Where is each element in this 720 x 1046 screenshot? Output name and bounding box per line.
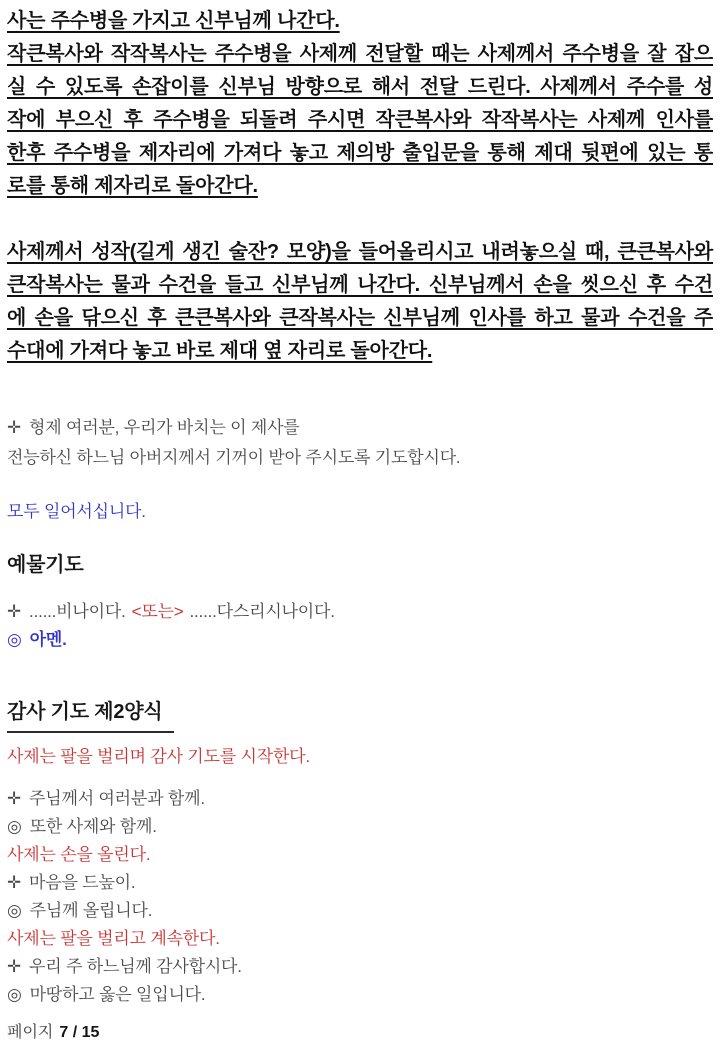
response-text: 아멘. xyxy=(29,630,67,649)
instruction-line: 사제께서 성작(길게 생긴 술잔? 모양)을 들어올리시고 내려놓으실 때, 큰큰복사와 xyxy=(7,241,713,263)
dialogue-rubric: 사제는 손을 올린다. xyxy=(7,845,151,864)
instruction-line: 작큰복사와 작작복사는 주수병을 사제께 전달할 때는 사제께서 주수병을 잘 잡으 xyxy=(7,43,713,65)
dialogue-line-priest xyxy=(7,869,713,897)
dialogue-line-people xyxy=(7,981,713,1009)
alternative-marker: <또는> xyxy=(131,602,184,621)
priest-cross-icon: ✛ xyxy=(7,873,22,892)
prayer-line xyxy=(7,413,713,443)
instruction-line: 작에 부으신 후 주수병을 되돌려 주시면 작큰복사와 작작복사는 사제께 인사를 xyxy=(7,109,713,131)
heading-text: 감사 기도 제2양식 xyxy=(7,696,174,733)
instruction-line: 에 손을 닦으신 후 큰큰복사와 큰작복사는 신부님께 인사를 하고 물과 수건을 주 xyxy=(7,307,713,329)
rubric-stand: 모두 일어서십니다. xyxy=(7,502,146,521)
dialogue-line-people xyxy=(7,813,713,841)
amen-response xyxy=(7,626,713,654)
footer-page-label: 페이지 xyxy=(7,1024,54,1041)
priest-cross-icon: ✛ xyxy=(7,418,22,437)
priest-cross-icon: ✛ xyxy=(7,602,22,621)
dialogue-rubric: 사제는 팔을 벌리고 계속한다. xyxy=(7,929,220,948)
priest-cross-icon: ✛ xyxy=(7,957,22,976)
response-circle-icon: ◎ xyxy=(7,817,22,836)
instruction-line: 한후 주수병을 제자리에 가져다 놓고 제의방 출입문을 통해 제대 뒷편에 있는 통 xyxy=(7,142,713,164)
instruction-line: 수대에 가져다 놓고 바로 제대 옆 자리로 돌아간다. xyxy=(7,340,433,362)
instruction-paragraph-tail-line: 사는 주수병을 가지고 신부님께 나간다. xyxy=(7,10,340,32)
instruction-line: 실 수 있도록 손잡이를 신부님 방향으로 해서 전달 드린다. 사제께서 주수를 성 xyxy=(7,76,713,98)
instruction-paragraph-1 xyxy=(7,38,713,203)
section-heading-offering: 예물기도 xyxy=(7,554,84,576)
dialogue-text: 우리 주 하느님께 감사합시다. xyxy=(29,957,242,976)
prayer-text: 형제 여러분, 우리가 바치는 이 제사를 xyxy=(29,418,300,437)
response-circle-icon: ◎ xyxy=(7,901,22,920)
footer-page-number: 7 / 15 xyxy=(59,1024,100,1041)
dialogue-line-people xyxy=(7,897,713,925)
dialogue-line-priest xyxy=(7,785,713,813)
section-heading-eucharistic-prayer xyxy=(7,696,713,733)
response-circle-icon: ◎ xyxy=(7,630,22,649)
instruction-paragraph-2 xyxy=(7,236,713,368)
dialogue-text: 주님께 올립니다. xyxy=(29,901,153,920)
instruction-line: 로를 통해 제자리로 돌아간다. xyxy=(7,175,258,197)
offering-prayer-line xyxy=(7,598,713,626)
instruction-line: 큰작복사는 물과 수건을 들고 신부님께 나간다. 신부님께서 손을 씻으신 후 수건 xyxy=(7,274,713,296)
prayer-text: ......다스리시나이다. xyxy=(189,602,335,621)
rubric-priest-begins: 사제는 팔을 벌리며 감사 기도를 시작한다. xyxy=(7,747,310,766)
dialogue-text: 주님께서 여러분과 함께. xyxy=(29,789,205,808)
offertory-invitation xyxy=(7,413,713,473)
dialogue-line-priest xyxy=(7,953,713,981)
response-circle-icon: ◎ xyxy=(7,985,22,1004)
prayer-text: ......비나이다. xyxy=(29,602,126,621)
dialogue-text: 마음을 드높이. xyxy=(29,873,136,892)
prayer-line: 전능하신 하느님 아버지께서 기꺼이 받아 주시도록 기도합시다. xyxy=(7,448,461,467)
dialogue-text: 마땅하고 옳은 일입니다. xyxy=(29,985,206,1004)
dialogue-text: 또한 사제와 함께. xyxy=(29,817,157,836)
preface-dialogue xyxy=(7,785,713,1009)
priest-cross-icon: ✛ xyxy=(7,789,22,808)
